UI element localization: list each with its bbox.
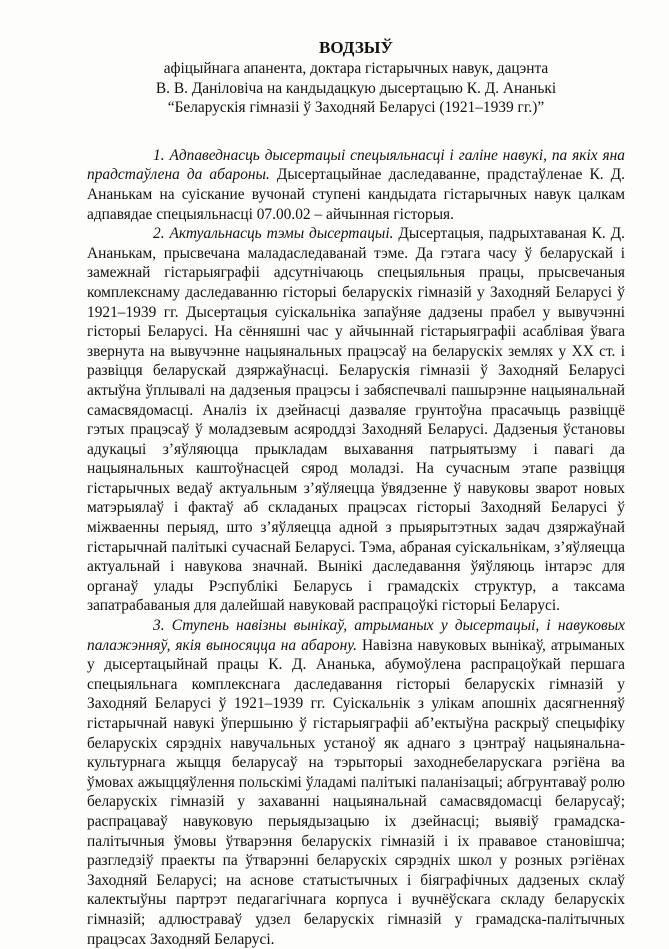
subtitle-line: афіцыйнага апанента, доктара гістарычных навук, дацэнта [163, 60, 549, 77]
section-2-paragraph [87, 224, 625, 616]
document-title: ВОДЗЫЎ [319, 38, 393, 57]
section-3-text: Навізна навуковых вынікаў, атрыманых у дысертацыйнай працы К. Д. Ананька, абумоўлена распрацоўкай першага спецыяльнага комплекснага даследавання гісторыі беларускіх гімназій у Заходняй Беларусі ў 1921–1939 гг. Суіскальнік з улікам апошніх дасягненняў гістарычнай навукі ўпершыню ў гістарыяграфіі аб’ектыўна раскрыў спецыфіку беларускіх сярэдніх навучальных устаноў як аднаго з цэнтраў нацыянальна-культурнага жыцця беларусаў на тэрыторыі заходнебеларускага рэгіёна ва ўмовах ажыццяўлення польскімі ўладамі палітыкі паланізацыі; абгрунтаваў ролю беларускіх гімназій у захаванні нацыянальнай самасвядомасці беларусаў; распрацаваў навуковую перыядызацыю іх дзейнасці; выявіў грамадска-палітычныя ўмовы ўтварэння беларускіх гімназій і іх прававое становішча; разгледзіў праекты па ўтварэнні беларускіх сярэдніх школ у розных рэгіёнах Заходняй Беларусі; на аснове статыстычных і біяграфічных дадзеных склаў калектыўны партрэт педагагічнага корпуса і вучнёўскага складу беларускіх гімназій; адлюстраваў удзел беларускіх гімназій у грамадска-палітычных працэсах Заходняй Беларусі. [87, 636, 625, 948]
subtitle-line: В. В. Даніловіча на кандыдацкую дысертацыю К. Д. Ананькі [155, 79, 557, 97]
subtitle-line: “Беларускія гімназіі ў Заходняй Беларусі (1921–1939 гг.)” [167, 99, 545, 117]
section-1-paragraph [87, 146, 625, 224]
section-1-text: Дысертацыйнае даследаванне, прадстаўленае К. Д. Ананькам на суіскание вучонай ступені кандыдата гістарычных навук цалкам адпавядае спецыяльнасці 07.00.02 – айчынная гісторыя. [87, 166, 625, 223]
section-3-paragraph [87, 616, 625, 949]
section-2-text: Дысертацыя, падрыхтаваная К. Д. Ананькам, прысвечана маладаследаванай тэме. Да гэтага часу ў беларускай і замежнай гістарыяграфіі адсутнічаюць спецыяльныя працы, прысвечаныя комплекснаму даследаванню гісторыі беларускіх гімназій у Заходняй Беларусі ў 1921–1939 гг. Дысертацыя суіскальніка запаўняе дадзены прабел у вывучэнні гісторыі Беларусі. На сённяшні час у айчыннай гістарыяграфіі асаблівая ўвага звернута на вывучэнне нацыянальных працэсаў на беларускіх землях у ХХ ст. і развіцця беларускай дзяржаўнасці. Беларускія гімназіі ў Заходняй Беларусі актыўна ўплывалі на дадзеныя працэсы і забяспечвалі пашырэнне нацыянальнай самасвядомасці. Аналіз іх дзейнасці дазваляе грунтоўна прасачыць развіццё гэтых працэсаў ў моладзевым асяроддзі Заходняй Беларусі. Дадзеныя ўстановы адукацыі з’яўляюцца прыкладам выхавання патрыятызму і павагі да нацыянальных каштоўнасцей сярод моладзі. На сучасным этапе развіцця гістарычных ведаў актуальным з’яўляецца ўвядзенне ў навуковы зварот новых матэрыялаў і фактаў аб складаных працэсах гісторыі Заходняй Беларусі ў міжваенны перыяд, што з’яўляецца адной з прыярытэтных задач дзяржаўнай гістарычнай палітыкі сучаснай Беларусі. Тэма, абраная суіскальнікам, з’яўляецца актуальнай і навукова значнай. Вынікі даследавання ўяўляюць інтарэс для органаў улады Рэспублікі Беларусь і грамадскіх структур, а таксама запатрабаваныя для далейшай навуковай распрацоўкі гісторыі Беларусі. [87, 225, 625, 615]
section-1-heading: 1. Адпаведнасць дысертацыі спецыяльнасці і галіне навукі, па якіх яна прадстаўлена да абароны. [87, 146, 625, 184]
section-3-heading: 3. Ступень навізны вынікаў, атрыманых у дысертацыі, і навуковых палажэнняў, якія выносяцца на абарону. [87, 617, 625, 654]
section-2-heading: 2. Актуальнасць тэмы дысертацыі. [153, 225, 394, 243]
document-subtitle [87, 59, 625, 118]
document-body [87, 146, 625, 949]
